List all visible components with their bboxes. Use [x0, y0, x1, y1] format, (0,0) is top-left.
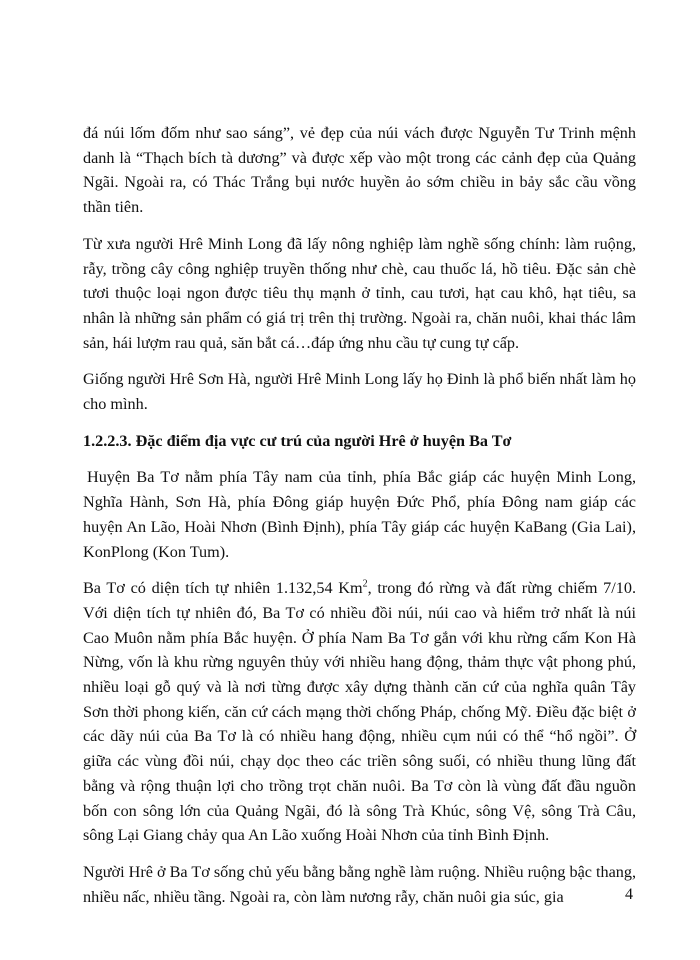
page-number: 4 — [625, 886, 633, 903]
area-text-before: Ba Tơ có diện tích tự nhiên 1.132,54 Km — [83, 579, 363, 598]
area-text-after: , trong đó rừng và đất rừng chiếm 7/10. Với diện tích tự nhiên đó, Ba Tơ có nhiều đồi núi, núi cao và hiểm trở nhất là núi Cao Muôn nằm phía Bắc huyện. Ở phía Nam Ba Tơ gắn với khu rừng cấm Kon Hà Nừng, vốn là khu rừng nguyên thủy với nhiều hang động, thảm thực vật phong phú, nhiều loại gỗ quý và là nơi từng được xây dựng thành căn cứ của nghĩa quân Tây Sơn thời phong kiến, căn cứ cách mạng thời chống Pháp, chống Mỹ. Điều đặc biệt ở các dãy núi của Ba Tơ là có nhiều hang động, nhiều cụm núi có thể “hổ ngồi”. Ở giữa các vùng đồi núi, chạy dọc theo các triền sông suối, có nhiều thung lũng đất bằng và rộng thuận lợi cho trồng trọt chăn nuôi. Ba Tơ còn là vùng đất đầu nguồn bốn con sông lớn của Quảng Ngãi, đó là sông Trà Khúc, sông Vệ, sông Trà Câu, sông Lại Giang chảy qua An Lão xuống Hoài Nhơn của tỉnh Bình Định. — [83, 579, 636, 845]
paragraph-ho-dinh: Giống người Hrê Sơn Hà, người Hrê Minh Long lấy họ Đinh là phổ biến nhất làm họ cho mình. — [83, 370, 636, 414]
paragraph-vi-tri-ba-to: Huyện Ba Tơ nằm phía Tây nam của tỉnh, phía Bắc giáp các huyện Minh Long, Nghĩa Hành, Sơn Hà, phía Đông giáp huyện Đức Phổ, phía Đông nam giáp các huyện An Lão, Hoài Nhơn (Bình Định), phía Tây giáp các huyện KaBang (Gia Lai), KonPlong (Kon Tum). — [83, 468, 636, 561]
section-heading: 1.2.2.3. Đặc điểm địa vực cư trú của người Hrê ở huyện Ba Tơ — [83, 431, 512, 450]
area-superscript: 2 — [362, 578, 368, 590]
paragraph-dien-tich-ba-to — [83, 576, 636, 848]
paragraph-nghe-lam-ruong: Người Hrê ở Ba Tơ sống chủ yếu bằng bằng nghề làm ruộng. Nhiều ruộng bậc thang, nhiều nấc, nhiều tầng. Ngoài ra, còn làm nương rẫy, chăn nuôi gia súc, gia — [83, 862, 636, 906]
paragraph-nui-vach: đá núi lốm đốm như sao sáng”, vẻ đẹp của núi vách được Nguyễn Tư Trinh mệnh danh là “Thạch bích tà dương” và được xếp vào một trong các cảnh đẹp của Quảng Ngãi. Ngoài ra, có Thác Trắng bụi nước huyền ảo sớm chiều in bảy sắc cầu vồng thần tiên. — [83, 124, 636, 217]
paragraph-hre-minh-long-nong-nghiep: Từ xưa người Hrê Minh Long đã lấy nông nghiệp làm nghề sống chính: làm ruộng, rẫy, trồng cây công nghiệp truyền thống như chè, cau thuốc lá, hồ tiêu. Đặc sản chè tươi thuộc loại ngon được tiêu thụ mạnh ở tỉnh, cau tươi, hạt cau khô, hạt tiêu, sa nhân là những sản phẩm có giá trị trên thị trường. Ngoài ra, chăn nuôi, khai thác lâm sản, hái lượm rau quả, săn bắt cá…đáp ứng nhu cầu tự cung tự cấp. — [83, 234, 636, 352]
